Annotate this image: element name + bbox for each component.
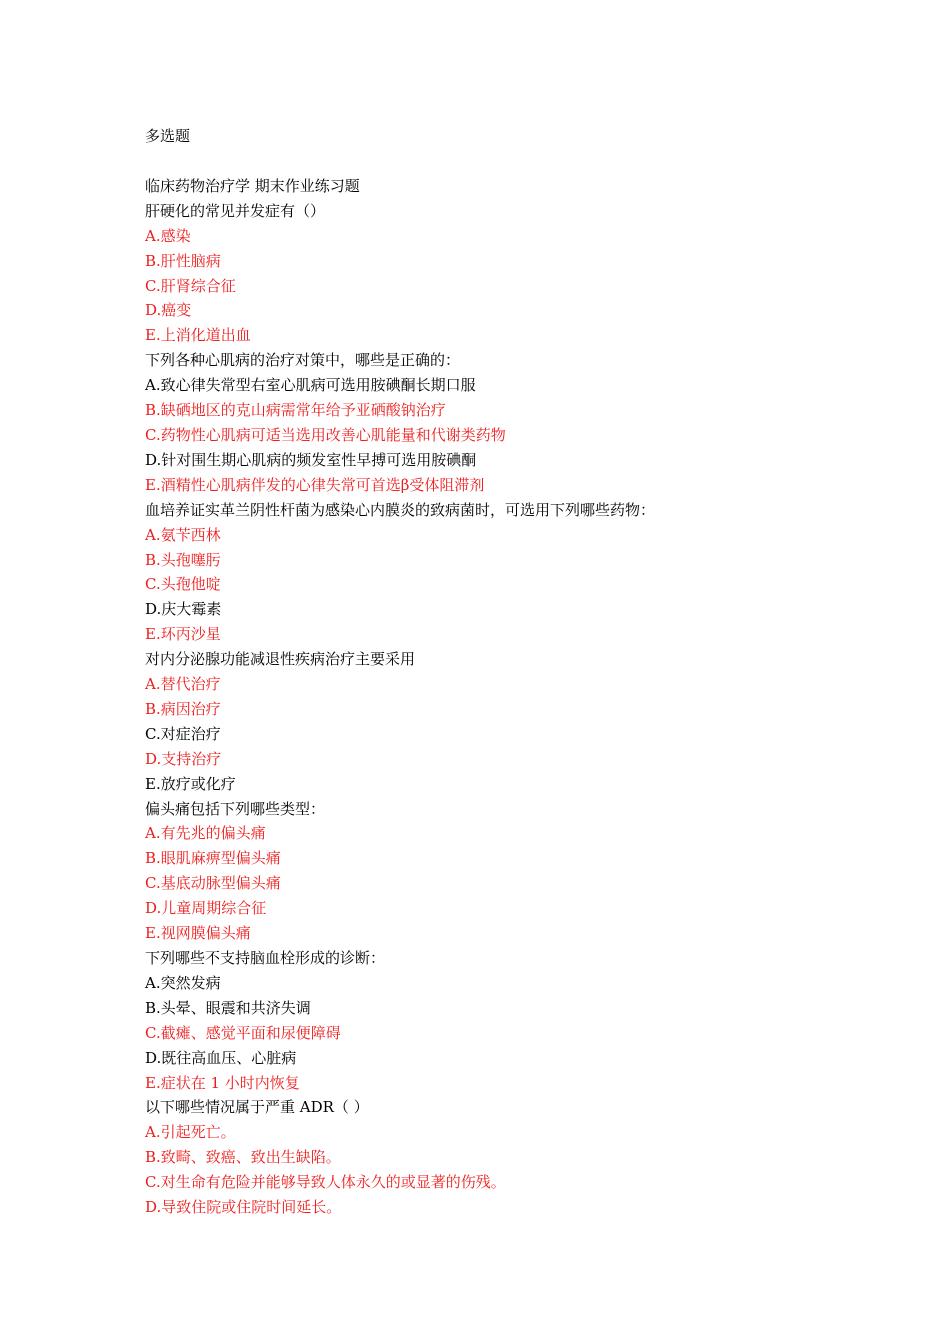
answer-option-correct: B.致畸、致癌、致出生缺陷。 [145, 1148, 341, 1167]
answer-option-correct: D.导致住院或住院时间延长。 [145, 1198, 342, 1217]
question-block [145, 946, 865, 1095]
answer-option-correct: B.肝性脑病 [145, 251, 221, 270]
question-stem: 下列各种心肌病的治疗对策中，哪些是正确的： [145, 351, 461, 370]
answer-option-correct: A.氨苄西林 [145, 525, 221, 544]
answer-option-correct: C.药物性心肌病可适当选用改善心肌能量和代谢类药物 [145, 425, 506, 444]
answer-option-correct: B.眼肌麻痹型偏头痛 [145, 849, 281, 868]
answer-option: D.针对围生期心肌病的频发室性早搏可选用胺碘酮 [145, 450, 477, 469]
answer-option-correct: B.缺硒地区的克山病需常年给予亚硒酸钠治疗 [145, 401, 446, 420]
answer-option-correct: A.有先兆的偏头痛 [145, 824, 266, 843]
answer-option-correct: D.支持治疗 [145, 749, 222, 768]
answer-option: C.对症治疗 [145, 724, 221, 743]
answer-option: A.突然发病 [145, 973, 221, 992]
answer-option: D.庆大霉素 [145, 600, 222, 619]
answer-option-correct: C.截瘫、感觉平面和尿便障碍 [145, 1023, 341, 1042]
answer-option-correct: C.头孢他啶 [145, 575, 221, 594]
answer-option: E.放疗或化疗 [145, 774, 236, 793]
question-list [145, 199, 865, 1220]
question-block [145, 498, 865, 647]
question-stem: 血培养证实革兰阴性杆菌为感染心内膜炎的致病菌时，可选用下列哪些药物： [145, 500, 656, 519]
answer-option: D.既往高血压、心脏病 [145, 1048, 297, 1067]
document-page [145, 124, 865, 1220]
course-title: 临床药物治疗学 期末作业练习题 [145, 176, 360, 195]
answer-option-correct: D.儿童周期综合征 [145, 899, 267, 918]
answer-option-correct: B.病因治疗 [145, 699, 221, 718]
question-stem: 对内分泌腺功能减退性疾病治疗主要采用 [145, 650, 416, 669]
answer-option-correct: A.替代治疗 [145, 675, 221, 694]
answer-option-correct: E.症状在 1 小时内恢复 [145, 1073, 300, 1092]
blank-line [145, 149, 865, 174]
question-stem: 下列哪些不支持脑血栓形成的诊断： [145, 949, 386, 967]
answer-option-correct: B.头孢噻肟 [145, 550, 221, 569]
answer-option-correct: E.酒精性心肌病伴发的心律失常可首选β受体阻滞剂 [145, 475, 485, 494]
answer-option-correct: E.环丙沙星 [145, 625, 221, 644]
question-stem: 肝硬化的常见并发症有（） [145, 201, 326, 220]
question-stem: 偏头痛包括下列哪些类型： [145, 799, 326, 818]
question-block [145, 199, 865, 348]
answer-option-correct: C.基底动脉型偏头痛 [145, 874, 281, 893]
answer-option: B.头晕、眼震和共济失调 [145, 998, 311, 1017]
section-heading: 多选题 [145, 127, 191, 145]
answer-option: A.致心律失常型右室心肌病可选用胺碘酮长期口服 [145, 376, 476, 395]
answer-option-correct: A.感染 [145, 226, 191, 245]
question-block [145, 1095, 865, 1220]
question-block [145, 647, 865, 796]
question-block [145, 348, 865, 497]
answer-option-correct: D.癌变 [145, 301, 192, 320]
answer-option-correct: A.引起死亡。 [145, 1123, 236, 1142]
answer-option-correct: C.对生命有危险并能够导致人体永久的或显著的伤残。 [145, 1173, 506, 1192]
question-stem: 以下哪些情况属于严重 ADR（ ） [145, 1098, 369, 1117]
question-block [145, 797, 865, 946]
answer-option-correct: C.肝肾综合征 [145, 276, 236, 295]
answer-option-correct: E.上消化道出血 [145, 326, 251, 345]
answer-option-correct: E.视网膜偏头痛 [145, 924, 251, 943]
